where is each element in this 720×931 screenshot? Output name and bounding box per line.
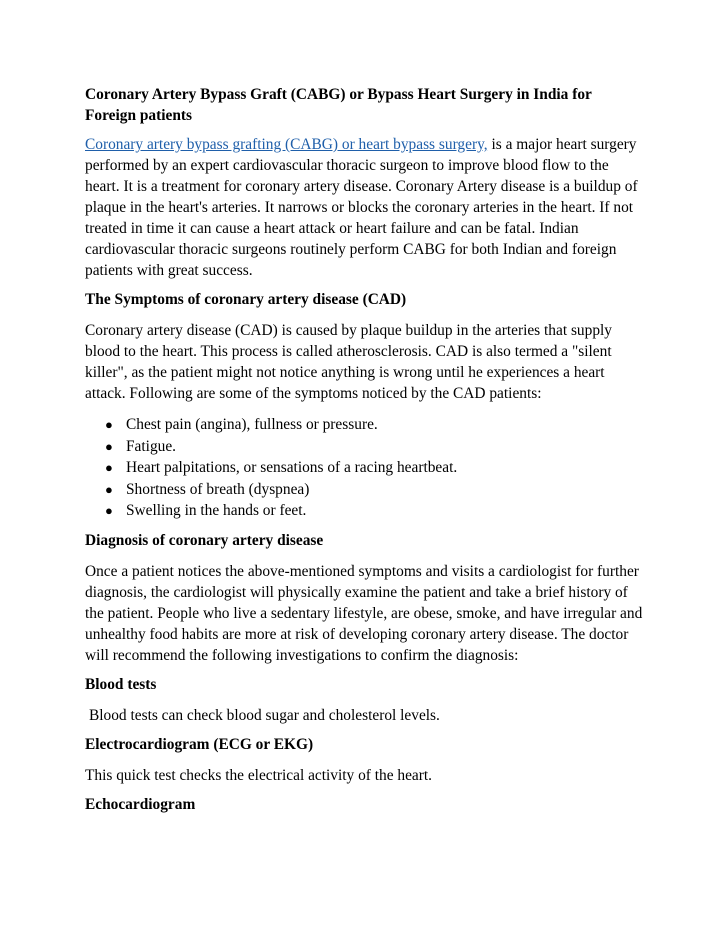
- ecg-heading: Electrocardiogram (ECG or EKG): [85, 735, 314, 753]
- bullet-icon: ●: [105, 481, 113, 497]
- intro-paragraph: [85, 134, 645, 281]
- document-page: [85, 84, 645, 815]
- intro-text: is a major heart surgery performed by an expert cardiovascular thoracic surgeon to improve blood flow to the heart. It is a treatment for coronary artery disease. Coronary Artery disease is a buildup of plaque in the heart's arteries. It narrows or blocks the coronary arteries in the heart. If not treated in time it can cause a heart attack or heart failure and can be fatal. Indian cardiovascular thoracic surgeons routinely perform CABG for both Indian and foreign patients with great success.: [85, 136, 638, 279]
- list-item: ● Heart palpitations, or sensations of a racing heartbeat.: [105, 457, 645, 479]
- diagnosis-paragraph: Once a patient notices the above-mentioned symptoms and visits a cardiologist for further diagnosis, the cardiologist will physically examine the patient and take a brief history of the patient. People who live a sedentary lifestyle, are obese, smoke, and have irregular and unhealthy food habits are more at risk of developing coronary artery disease. The doctor will recommend the following investigations to confirm the diagnosis:: [85, 562, 643, 664]
- bullet-icon: ●: [105, 417, 113, 432]
- ecg-paragraph: This quick test checks the electrical activity of the heart.: [85, 766, 433, 784]
- page-title: Coronary Artery Bypass Graft (CABG) or Bypass Heart Surgery in India for Foreign patients: [85, 86, 592, 124]
- symptoms-paragraph: Coronary artery disease (CAD) is caused by plaque buildup in the arteries that supply blood to the heart. This process is called atherosclerosis. CAD is also termed a "silent killer", as the patient might not notice anything is wrong until he experiences a heart attack. Following are some of the symptoms noticed by the CAD patients:: [85, 322, 612, 402]
- bullet-icon: ●: [105, 460, 113, 476]
- list-item: ● Swelling in the hands or feet.: [105, 500, 645, 522]
- list-item: ● Shortness of breath (dyspnea): [105, 479, 645, 501]
- list-item: ● Chest pain (angina), fullness or pressure.: [105, 414, 645, 436]
- bullet-icon: ●: [105, 438, 113, 454]
- blood-tests-heading: Blood tests: [85, 675, 157, 693]
- list-item: ● Fatigue.: [105, 436, 645, 458]
- bullet-icon: ●: [105, 503, 113, 519]
- diagnosis-heading: Diagnosis of coronary artery disease: [85, 531, 324, 549]
- symptoms-list: [85, 414, 645, 522]
- cabg-link[interactable]: Coronary artery bypass grafting (CABG) or heart bypass surgery,: [85, 136, 488, 153]
- blood-tests-paragraph: Blood tests can check blood sugar and cholesterol levels.: [89, 706, 440, 724]
- symptoms-heading: The Symptoms of coronary artery disease (CAD): [85, 291, 407, 308]
- echo-heading: Echocardiogram: [85, 795, 196, 813]
